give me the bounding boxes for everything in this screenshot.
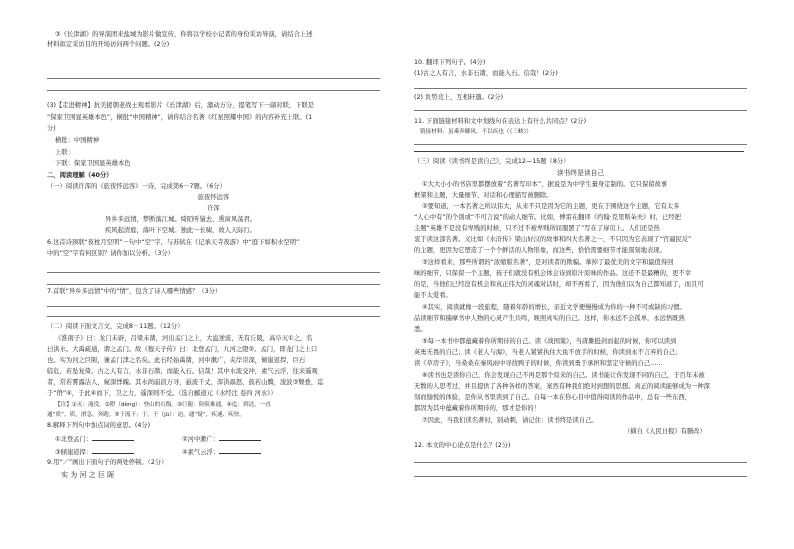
q8d-label: ④素气云浮： (182, 449, 220, 456)
q11-line: 11. 下面链接材料和文中划线句在表达上有什么共同点？(2分) (414, 118, 587, 125)
essay-line: 读《草房子》，当桑桑在秦风雨中寻找鸭子的时候，你读到勇于承担和坚定守候的自己…… (414, 360, 663, 367)
essay-line: ⑦因此，当我们读名著时，别动刺，请记住：读书终是读自己。 (422, 417, 598, 424)
q4-line: (3)【走进精神】抗美援朝老战士观看影片《长津湖》后，激动万分，提笔写下一副对联，下联是 (47, 102, 315, 109)
q8a-label: ①北登孟门： (55, 436, 93, 443)
q-intro-line: 材料拟定采访目的开场访问两个问题。(2分) (47, 41, 170, 48)
q8c-blank[interactable] (92, 447, 134, 454)
section-title: 二、阅读理解（40分） (47, 172, 113, 179)
prose-line: 《淮南子》曰：龙门未辟，吕梁未凿，河出孟门之上，大溢逆流，无有丘陵，高阜灭①之，名 (55, 335, 313, 342)
answer-line[interactable] (47, 306, 380, 307)
essay-line: 的主题，更因为它塑造了一个个鲜活的人物形象，而这些，恰恰需要细节才能深刻地表现。 (414, 247, 666, 254)
q8a-blank[interactable] (92, 434, 134, 441)
poem-line: 异乡多远情，梦断落江城。绮陌听猿去，熏窗风荡君。 (105, 216, 257, 223)
essay-line: 能不太爱看。 (414, 292, 452, 299)
answer-line[interactable] (47, 284, 380, 285)
q6-line: 6.这首诗颈联“夜枕月空明”一句中“空”字，与苏轼在《记承天寺夜游》中“庭下如积水空明” (47, 239, 300, 246)
notes-line: 【注】①灭：淹没。②隥（dèng）：登山的石级。③巨阨：险阻难通。④迄：到达，一直 (55, 402, 271, 408)
poem-title: 旅夜怀远客 (197, 194, 230, 201)
essay-line: 无数的人思考过，并且提供了各种各样的答案，案然有种我们绝对到想的思想。真正的阅读能够成为一种深 (414, 383, 710, 390)
essay-line: ⑥读书也是读你自己，你会发现自己不再是那个原来的自己。读书能让你发现不同的自己，于百年未被 (422, 372, 705, 379)
essay-line: ④其实，阅读就像一段旅程，随着年龄的增长，亲近文学便慢慢成为你的一种不可或缺的习惯。 (422, 304, 686, 311)
essay-line: ⑤每一本书中都蕴藏着你所期待的自己。读《战国策》，当唐雎挺剑而起的时候，你可以读到 (422, 338, 677, 345)
essay-line: 的是，当他们已经没有机会和真正伟大的灵魂对话时，却不再看了，因为他们以为自己都知道了，而且可 (414, 281, 704, 288)
answer-line[interactable] (414, 88, 747, 89)
q9-line: 9.用“／”画出下面句子的两处停顿。（2分） (47, 459, 168, 466)
essay-title: 读书终是读自己 (556, 169, 605, 177)
answer-line[interactable] (47, 90, 380, 91)
shang-lian: 上联： (55, 149, 74, 156)
essay-line: “人心中有”的个别或“不可言说”的动人细节。比如，傅雷在翻译《约翰·克里斯朵夫》时，已经把 (414, 214, 681, 221)
q10-line: 10. 翻译下列句子。(4分) (414, 59, 486, 66)
answer-line[interactable] (414, 110, 747, 111)
q4-line: “保家卫国显英雄本色”，横批“中国精神”，请你结合名著《红星照耀中国》的内容补充上联。(1 (47, 114, 313, 121)
essay-line: 刻而愉悦的体验，是你从书里读到了自己。自每一本在你心目中值得阅读的作品中，总有一些东西， (414, 394, 692, 401)
q8d (182, 447, 261, 457)
essay-line: 英勇无畏的自己；读《老人与海》，当老人紧紧执住大鱼不放手的时候，你读到永不言弃的自己； (414, 349, 682, 356)
notes-line: 通“质”，质，滑急，奔跑。⑤于流下：于，于（jū）：迫，通“疑”，疾速、疾快。 (47, 412, 245, 418)
q8c (55, 447, 134, 457)
prose-intro: （二）阅读下面文言文，完成8－11题。（12分） (47, 323, 184, 330)
q8b-label: ②河中漱广： (182, 436, 220, 443)
essay-line: 框架和主题，大量细节、对话和心理描写被删除。 (414, 192, 553, 199)
answer-line[interactable] (47, 316, 380, 317)
prose-line: 临危，若坠复倚。古之人有言，水非石凿，而能入石。信哉！其中水流交冲，素气云浮，往来遥观 (47, 368, 318, 375)
xia-lian: 下联：保家卫国显英雄本色 (55, 160, 131, 167)
q-intro-line: ③《长津湖》的导演团来盐城为影片做宣传，你将以学校小记者的身份采访导演，请结合上述 (55, 31, 313, 38)
essay-line: 衷于读这部名著。又比如《水浒传》梁山好汉的故事和四大名著之一，不只因为它表现了“官逼民反” (414, 236, 692, 243)
prose-line: 于“嶨”④，于此④而下，卫之力，遥深则不受。（选自郦道元《水经注 卷四 河水》） (47, 390, 277, 397)
essay-line: 悉。 (414, 326, 427, 333)
prose-line: 曰洪水。大禹疏通，谓之孟门。故《穆天子传》曰：北登孟门，九河之隥②。孟门，即龙门之上口 (47, 346, 318, 353)
prose-line: 者，常若雾露沾人，窥深悸魄。其水尚崩浪万寻，悬流千丈，浑洪赑怒，鼓若山腾，浚波③颓叠，迄 (47, 379, 324, 386)
q8d-blank[interactable] (219, 447, 261, 454)
q9-text: 实 为 河 之 巨 阨 (61, 471, 115, 479)
q8b (182, 434, 261, 444)
poem-author: 许浑 (207, 205, 220, 212)
essay-line: ①大大小小的书店里都摆放着“名著写印本”，据说是为中学生量身定制的。它只保留故事 (422, 181, 668, 188)
q8b-blank[interactable] (219, 434, 261, 441)
essay-line: ③这样看来，那些所谓的“浓缩版名著”，是对读者的欺骗。拿掉了最优美的文字和最值得回 (422, 259, 674, 266)
q6-line: 中的“空”字有何区别？请你加以分析。（3分） (47, 250, 175, 257)
essay-line: 味的细节，只保留一个主题，孩子们就没有机会体会诗到原汁原味的作品。这还不是最糟的，更不幸 (414, 270, 692, 277)
heng-pi: 横批：中国精神 (55, 137, 100, 144)
answer-line[interactable] (414, 462, 747, 463)
answer-line[interactable] (47, 78, 380, 79)
essay-line: 都因为其中蕴藏着你所期待的，那才是你的！ (414, 405, 540, 412)
section-border (414, 151, 744, 152)
q8a (55, 434, 134, 444)
poem-line: 疾风起清庭，落叶下空城。独此一长啸，故人天际行。 (105, 227, 257, 234)
answer-line[interactable] (47, 272, 380, 273)
q8c-label: ③倾崖返捍： (55, 449, 93, 456)
prose-line: 也。实为河之巨阨，兼孟门津之名矣。此石经始禹凿，河中漱广，夹岸崇深，倾崖返捍，巨石 (47, 357, 306, 364)
q4-line: 分) (47, 125, 56, 132)
answer-line[interactable] (414, 144, 747, 145)
essay-line: ②要知道，一本名著之所以伟大，从来不只是因为它的主题，更在于围绕这个主题，它有太多 (422, 203, 680, 210)
section-title: （三）阅读《读书终是读自己》，完成12—15题（8分） (414, 158, 570, 165)
essay-line: 品读细节和揣摩书中人物的心灵产生共鸣，映照真实的自己。这样，你永远不会孤单，永远悟既熟 (414, 315, 685, 322)
poem-intro: （一）阅读许浑的《旅夜怀远客》一诗，完成第6－7题。（6分） (47, 183, 226, 190)
essay-line: 主题“英雄不是没有卑贱的时候，只不过不被卑贱所屈服罢了”写在了扉页上。人们还是热 (414, 225, 660, 232)
q7-line: 7.首联“异乡多远情”中的“情”，包含了诗人哪些情感？（3分） (47, 288, 222, 295)
q11-link: 链接材料：虽乘奔御风，不以疾也（《三峡》） (420, 129, 532, 135)
q10b-line: (2) 负势竞上，互相轩邈。(2分) (414, 94, 504, 101)
q12-line: 12. 本文的中心论点是什么？(2分) (414, 442, 511, 449)
q8-line: 8.解释下列句中加点词的意思。(4分) (47, 422, 151, 429)
q10a-line: (1)古之人有言，水非石凿，而能入石。信哉！(2分) (414, 70, 558, 77)
answer-line[interactable] (414, 476, 747, 477)
essay-source: （摘自《人民日报》有删改） (624, 428, 706, 435)
